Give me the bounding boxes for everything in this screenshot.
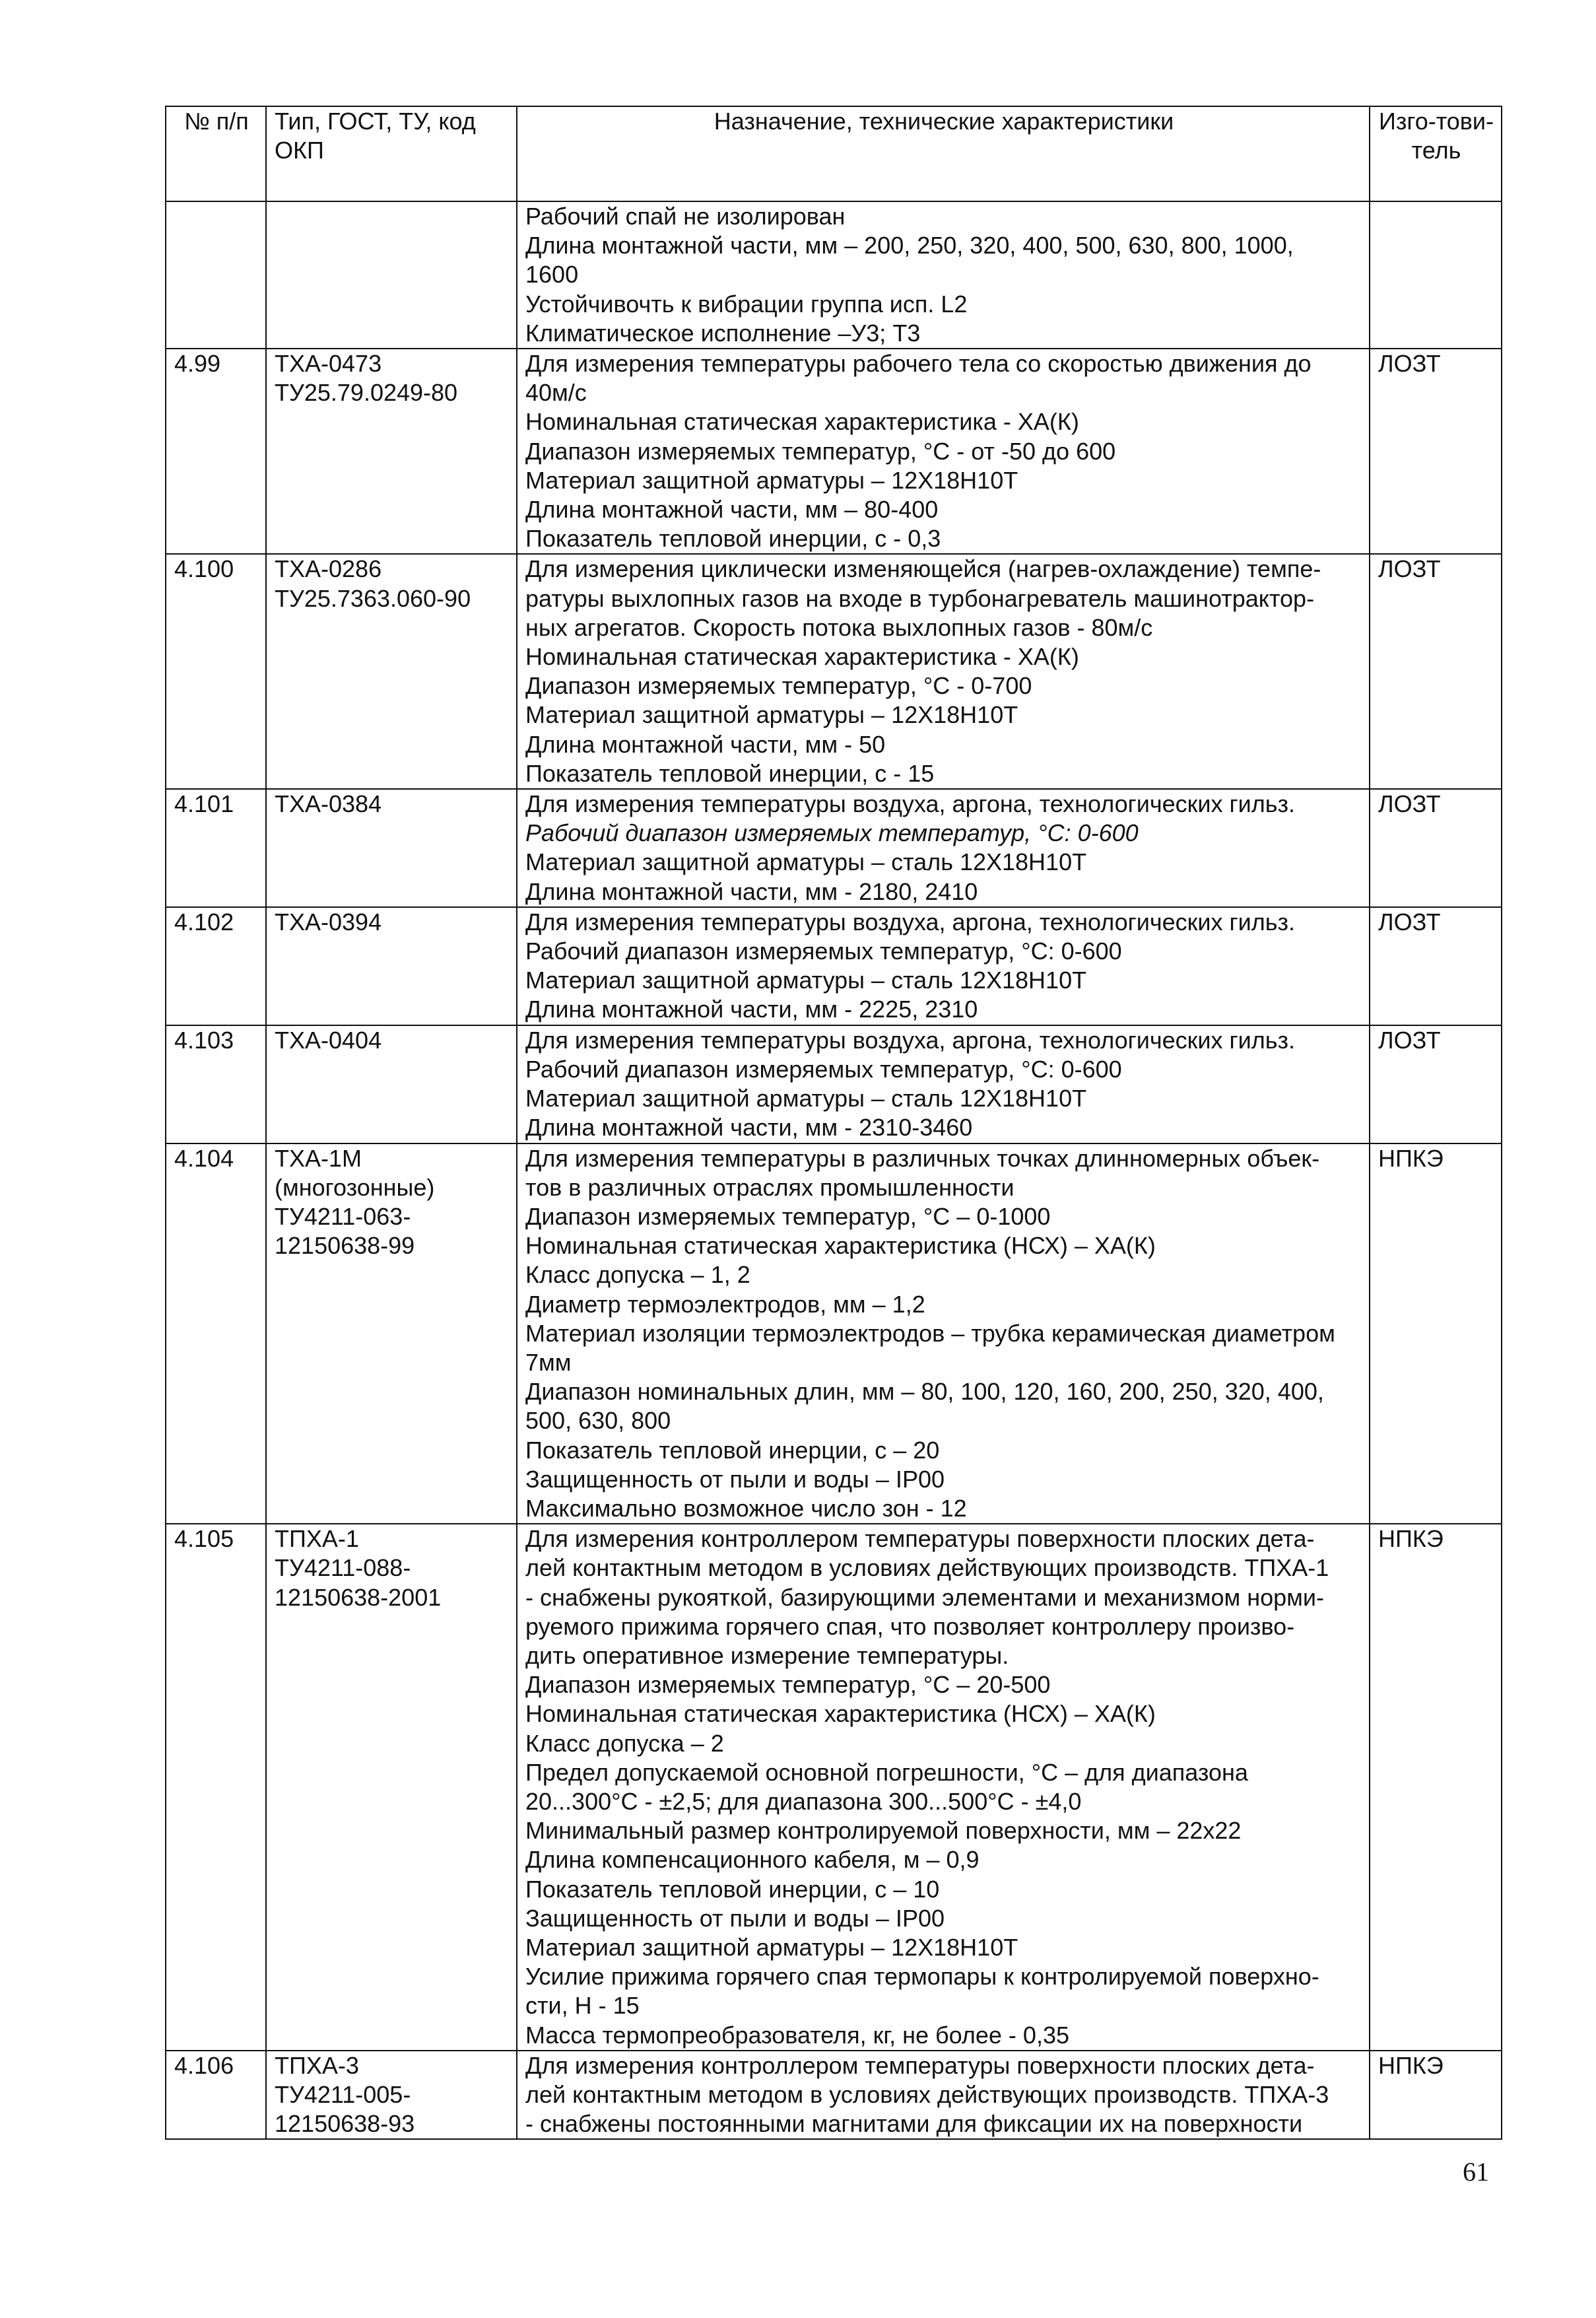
- desc-line: Материал защитной арматуры – сталь 12Х18Н10Т: [525, 1085, 1087, 1112]
- row-maker: ЛОЗТ: [1370, 789, 1502, 907]
- spec-table: [165, 106, 1502, 2140]
- desc-line: лей контактным методом в условиях действующих производств. ТПХА-1: [525, 1554, 1329, 1582]
- row-type: [266, 1143, 517, 1524]
- desc-line: Защищенность от пыли и воды – IP00: [525, 1904, 945, 1932]
- desc-line: 20...300°С - ±2,5; для диапазона 300...500°С - ±4,0: [525, 1787, 1082, 1815]
- desc-line: Для измерения температуры рабочего тела со скоростью движения до: [525, 350, 1312, 378]
- type-line: ТХА-0404: [275, 1026, 382, 1054]
- type-line: ТУ25.79.0249-80: [275, 379, 458, 407]
- row-maker: ЛОЗТ: [1370, 554, 1502, 789]
- desc-line: Предел допускаемой основной погрешности, °С – для диапазона: [525, 1758, 1248, 1786]
- desc-line: Для измерения температуры воздуха, аргона, технологических гильз.: [525, 908, 1296, 936]
- desc-line: 7мм: [525, 1348, 572, 1376]
- row-desc: [517, 349, 1370, 554]
- desc-line: Для измерения температуры воздуха, аргона, технологических гильз.: [525, 790, 1296, 818]
- type-line: ТПХА-1: [275, 1525, 359, 1553]
- desc-line: Показатель тепловой инерции, с - 0,3: [525, 525, 941, 553]
- row-num: 4.105: [166, 1524, 266, 2051]
- desc-line: Номинальная статическая характеристика (НСХ) – ХА(К): [525, 1700, 1156, 1728]
- type-line: ТУ25.7363.060-90: [275, 584, 471, 612]
- desc-line: Рабочий диапазон измеряемых температур, °С: 0-600: [525, 937, 1122, 965]
- desc-line: лей контактным методом в условиях действующих производств. ТПХА-3: [525, 2081, 1329, 2108]
- desc-line: Показатель тепловой инерции, с – 10: [525, 1875, 940, 1903]
- header-num: № п/п: [166, 106, 266, 201]
- row-maker: НПКЭ: [1370, 1143, 1502, 1524]
- desc-line: Длина монтажной части, мм - 2225, 2310: [525, 996, 978, 1023]
- row-type: [266, 2051, 517, 2140]
- desc-line: Материал защитной арматуры – 12Х18Н10Т: [525, 1933, 1018, 1961]
- desc-line: 40м/с: [525, 379, 587, 407]
- row-type: [266, 907, 517, 1025]
- cont-line: Устойчивочть к вибрации группа исп. L2: [525, 290, 968, 318]
- table-row: [166, 1143, 1502, 1524]
- desc-line: ных агрегатов. Скорость потока выхлопных газов - 80м/с: [525, 613, 1153, 641]
- row-num: 4.101: [166, 789, 266, 907]
- table-row: [166, 1524, 1502, 2051]
- desc-line: Показатель тепловой инерции, с – 20: [525, 1436, 940, 1464]
- cont-desc-cell: [517, 201, 1370, 349]
- desc-line: Класс допуска – 2: [525, 1729, 724, 1757]
- row-maker: ЛОЗТ: [1370, 1025, 1502, 1143]
- row-maker: ЛОЗТ: [1370, 907, 1502, 1025]
- row-num: 4.106: [166, 2051, 266, 2140]
- desc-line: Рабочий диапазон измеряемых температур, °С: 0-600: [525, 819, 1139, 847]
- row-desc: [517, 2051, 1370, 2140]
- desc-line: Масса термопреобразователя, кг, не более - 0,35: [525, 2021, 1069, 2049]
- row-type: [266, 349, 517, 554]
- table-row: [166, 554, 1502, 789]
- desc-line: Номинальная статическая характеристика - ХА(К): [525, 408, 1079, 436]
- type-line: ТХА-0384: [275, 790, 382, 818]
- row-desc: [517, 1025, 1370, 1143]
- desc-line: Усилие прижима горячего спая термопары к контролируемой поверхно-: [525, 1963, 1319, 1991]
- type-line: (многозонные): [275, 1173, 435, 1201]
- header-maker: Изго-тови-тель: [1370, 106, 1502, 201]
- type-line: ТУ4211-063-: [275, 1202, 411, 1230]
- desc-line: руемого прижима горячего спая, что позволяет контроллеру произво-: [525, 1612, 1295, 1640]
- row-desc: [517, 554, 1370, 789]
- page-number: 61: [1463, 2157, 1489, 2187]
- desc-line: Диапазон измеряемых температур, °С - 0-700: [525, 672, 1032, 700]
- type-line: 12150638-2001: [275, 1583, 442, 1611]
- desc-line: Материал защитной арматуры – сталь 12Х18Н10Т: [525, 967, 1087, 994]
- desc-line: дить оперативное измерение температуры.: [525, 1641, 1009, 1669]
- desc-line: Материал защитной арматуры – сталь 12Х18Н10Т: [525, 848, 1087, 876]
- table-row: [166, 1025, 1502, 1143]
- header-type: Тип, ГОСТ, ТУ, код ОКП: [266, 106, 517, 201]
- cont-line: 1600: [525, 261, 579, 289]
- desc-line: Номинальная статическая характеристика - ХА(К): [525, 643, 1079, 671]
- row-num: 4.103: [166, 1025, 266, 1143]
- table-row: [166, 789, 1502, 907]
- desc-line: Номинальная статическая характеристика (НСХ) – ХА(К): [525, 1232, 1156, 1260]
- desc-line: - снабжены рукояткой, базирующими элементами и механизмом норми-: [525, 1583, 1324, 1611]
- desc-line: ратуры выхлопных газов на входе в турбонагреватель машинотрактор-: [525, 584, 1315, 612]
- type-line: ТУ4211-005-: [275, 2081, 411, 2108]
- row-maker: НПКЭ: [1370, 2051, 1502, 2140]
- row-type: [266, 1025, 517, 1143]
- row-num: 4.104: [166, 1143, 266, 1524]
- row-desc: [517, 907, 1370, 1025]
- desc-line: Класс допуска – 1, 2: [525, 1261, 750, 1289]
- cont-num-cell: [166, 201, 266, 349]
- type-line: ТУ4211-088-: [275, 1554, 411, 1582]
- desc-line: Длина монтажной части, мм – 80-400: [525, 496, 939, 524]
- row-maker: НПКЭ: [1370, 1524, 1502, 2051]
- desc-line: Диаметр термоэлектродов, мм – 1,2: [525, 1290, 925, 1318]
- header-desc: [517, 106, 1370, 201]
- desc-line: Материал защитной арматуры – 12Х18Н10Т: [525, 466, 1018, 494]
- desc-line: Для измерения температуры в различных точках длинномерных объек-: [525, 1144, 1320, 1172]
- row-type: [266, 554, 517, 789]
- desc-line: Диапазон измеряемых температур, °С – 20-500: [525, 1671, 1051, 1699]
- row-num: 4.99: [166, 349, 266, 554]
- cont-line: Климатическое исполнение –У3; Т3: [525, 319, 921, 347]
- desc-line: Максимально возможное число зон - 12: [525, 1494, 967, 1522]
- desc-line: Для измерения контроллером температуры поверхности плоских дета-: [525, 2051, 1315, 2079]
- table-row: [166, 349, 1502, 554]
- row-num: 4.100: [166, 554, 266, 789]
- row-desc: [517, 1524, 1370, 2051]
- continuation-row: [166, 201, 1502, 349]
- type-line: 12150638-93: [275, 2110, 415, 2138]
- desc-line: Диапазон номинальных длин, мм – 80, 100, 120, 160, 200, 250, 320, 400,: [525, 1378, 1324, 1406]
- row-desc: [517, 1143, 1370, 1524]
- cont-maker-cell: [1370, 201, 1502, 349]
- desc-line: Материал изоляции термоэлектродов – трубка керамическая диаметром: [525, 1319, 1335, 1347]
- cont-line: Рабочий спай не изолирован: [525, 203, 846, 230]
- desc-line: 500, 630, 800: [525, 1407, 671, 1435]
- cont-line: Длина монтажной части, мм – 200, 250, 320, 400, 500, 630, 800, 1000,: [525, 232, 1294, 259]
- table-row: [166, 907, 1502, 1025]
- header-desc-label: Назначение, технические характеристики: [714, 108, 1174, 135]
- table-row: [166, 2051, 1502, 2140]
- row-type: [266, 1524, 517, 2051]
- desc-line: Длина монтажной части, мм - 2310-3460: [525, 1114, 973, 1142]
- type-line: ТХА-1М: [275, 1144, 362, 1172]
- desc-line: Длина монтажной части, мм - 50: [525, 730, 886, 758]
- type-line: ТПХА-3: [275, 2051, 359, 2079]
- desc-line: Минимальный размер контролируемой поверхности, мм – 22х22: [525, 1817, 1242, 1845]
- desc-line: Защищенность от пыли и воды – IP00: [525, 1465, 945, 1493]
- row-desc: [517, 789, 1370, 907]
- desc-line: Для измерения контроллером температуры поверхности плоских дета-: [525, 1525, 1315, 1553]
- cont-type-cell: [266, 201, 517, 349]
- desc-line: - снабжены постоянными магнитами для фиксации их на поверхности: [525, 2110, 1303, 2138]
- desc-line: Длина компенсационного кабеля, м – 0,9: [525, 1846, 980, 1874]
- desc-line: Длина монтажной части, мм - 2180, 2410: [525, 877, 978, 905]
- desc-line: Показатель тепловой инерции, с - 15: [525, 759, 935, 787]
- desc-line: Для измерения температуры воздуха, аргона, технологических гильз.: [525, 1026, 1296, 1054]
- type-line: ТХА-0473: [275, 350, 382, 378]
- row-type: [266, 789, 517, 907]
- type-line: 12150638-99: [275, 1232, 415, 1260]
- desc-line: Рабочий диапазон измеряемых температур, °С: 0-600: [525, 1055, 1122, 1083]
- type-line: ТХА-0286: [275, 555, 382, 583]
- desc-line: Для измерения циклически изменяющейся (нагрев-охлаждение) темпе-: [525, 555, 1321, 583]
- desc-line: сти, Н - 15: [525, 1992, 640, 2020]
- desc-line: тов в различных отраслях промышленности: [525, 1173, 1014, 1201]
- row-num: 4.102: [166, 907, 266, 1025]
- desc-line: Диапазон измеряемых температур, °С - от -50 до 600: [525, 437, 1116, 465]
- row-maker: ЛОЗТ: [1370, 349, 1502, 554]
- desc-line: Диапазон измеряемых температур, °С – 0-1000: [525, 1202, 1051, 1230]
- type-line: ТХА-0394: [275, 908, 382, 936]
- desc-line: Материал защитной арматуры – 12Х18Н10Т: [525, 701, 1018, 729]
- table-header-row: [166, 106, 1502, 201]
